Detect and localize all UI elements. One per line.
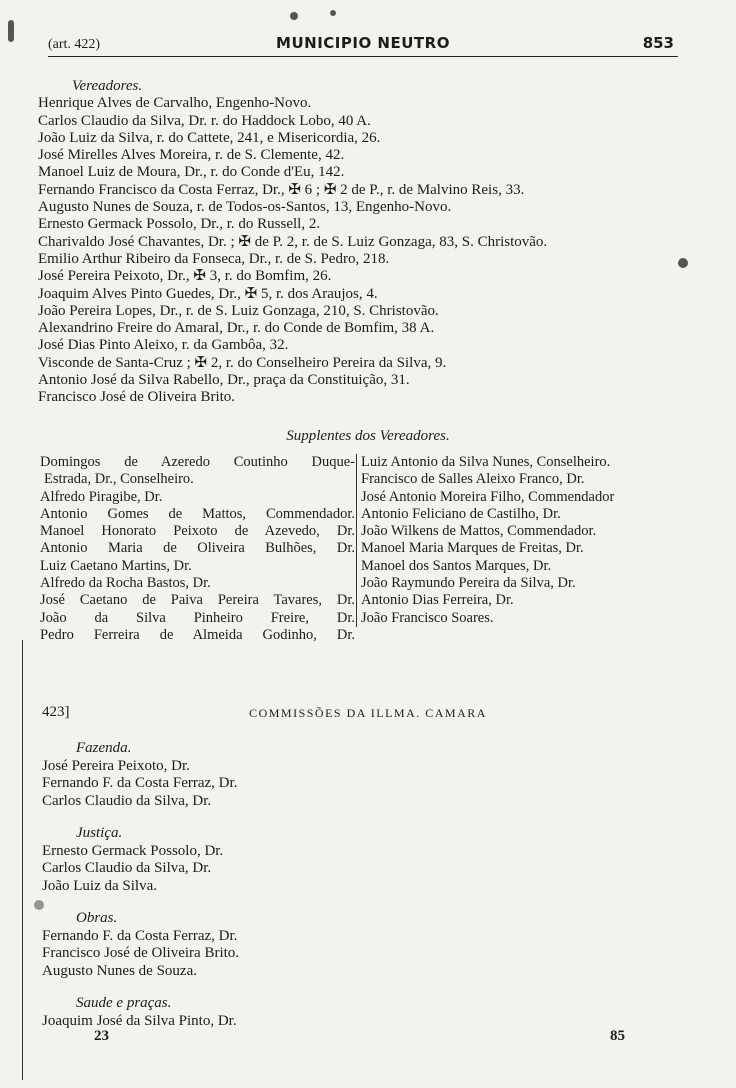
supplente-entry: João Wilkens de Mattos, Commendador. bbox=[361, 523, 597, 540]
commission-member: José Pereira Peixoto, Dr. bbox=[42, 757, 190, 774]
running-title: MUNICIPIO NEUTRO bbox=[276, 34, 450, 52]
commission-name: Obras. bbox=[76, 910, 118, 926]
folio-number: 85 bbox=[610, 1028, 625, 1044]
vereador-entry: Fernando Francisco da Costa Ferraz, Dr., ✠ 6 ; ✠ 2 de P., r. de Malvino Reis, 33. bbox=[38, 181, 525, 198]
supplente-entry: Luiz Caetano Martins, Dr. bbox=[40, 557, 192, 574]
supplente-entry: Antonio Feliciano de Castilho, Dr. bbox=[361, 505, 561, 522]
supplente-entry: Manoel dos Santos Marques, Dr. bbox=[361, 557, 552, 574]
margin-rule bbox=[22, 640, 23, 1080]
commission-member: Fernando F. da Costa Ferraz, Dr. bbox=[42, 927, 238, 944]
vereador-entry: Henrique Alves de Carvalho, Engenho-Novo. bbox=[38, 95, 312, 112]
supplente-entry: Antonio Dias Ferreira, Dr. bbox=[361, 592, 514, 609]
print-speck bbox=[678, 258, 688, 268]
vereadores-heading: Vereadores. bbox=[72, 78, 143, 94]
vereador-entry: José Dias Pinto Aleixo, r. da Gambôa, 32. bbox=[38, 337, 289, 354]
print-speck bbox=[290, 12, 298, 20]
page-header bbox=[48, 32, 678, 57]
print-speck bbox=[8, 20, 14, 42]
supplente-entry: Manoel Honorato Peixoto de Azevedo, Dr. bbox=[40, 523, 355, 540]
commission-member: Augusto Nunes de Souza. bbox=[42, 962, 197, 979]
commission-member: Carlos Claudio da Silva, Dr. bbox=[42, 860, 212, 876]
supplente-entry: Alfredo Piragibe, Dr. bbox=[40, 488, 163, 505]
supplente-entry: João Raymundo Pereira da Silva, Dr. bbox=[361, 575, 576, 592]
spacer bbox=[42, 980, 442, 995]
vereador-entry: Francisco José de Oliveira Brito. bbox=[38, 389, 236, 406]
supplente-entry: Luiz Antonio da Silva Nunes, Conselheiro. bbox=[361, 454, 611, 470]
commission-name: Justiça. bbox=[76, 825, 123, 841]
supplente-entry: Estrada, Dr., Conselheiro. bbox=[44, 471, 194, 488]
commission-member: Francisco José de Oliveira Brito. bbox=[42, 945, 240, 961]
vereador-entry: Charivaldo José Chavantes, Dr. ; ✠ de P. 2, r. de S. Luiz Gonzaga, 83, S. Christovão. bbox=[38, 233, 548, 250]
vereador-entry: Manoel Luiz de Moura, Dr., r. do Conde d'Eu, 142. bbox=[38, 164, 345, 181]
vereador-entry: Emilio Arthur Ribeiro da Fonseca, Dr., r. de S. Pedro, 218. bbox=[38, 250, 390, 267]
section-title: COMMISSÕES DA ILLMA. CAMARA bbox=[249, 706, 487, 720]
supplentes-heading: Supplentes dos Vereadores. bbox=[286, 428, 450, 444]
page-number: 853 bbox=[642, 34, 674, 52]
commission-member: Ernesto Germack Possolo, Dr. bbox=[42, 842, 224, 859]
section-number: 423] bbox=[42, 704, 70, 720]
commission-name: Saude e praças. bbox=[76, 995, 172, 1011]
supplente-entry: Antonio Gomes de Mattos, Commendador. bbox=[40, 505, 355, 522]
supplente-entry: Pedro Ferreira de Almeida Godinho, Dr. bbox=[40, 626, 355, 643]
vereador-entry: Ernesto Germack Possolo, Dr., r. do Russell, 2. bbox=[38, 216, 321, 233]
spacer bbox=[42, 895, 442, 910]
vereador-entry: Visconde de Santa-Cruz ; ✠ 2, r. do Conselheiro Pereira da Silva, 9. bbox=[38, 354, 447, 371]
spacer bbox=[42, 810, 442, 825]
vereador-entry: Carlos Claudio da Silva, Dr. r. do Haddock Lobo, 40 A. bbox=[38, 112, 371, 129]
article-reference: (art. 422) bbox=[48, 37, 101, 52]
commission-member: Fernando F. da Costa Ferraz, Dr. bbox=[42, 775, 238, 791]
commission-member: Joaquim José da Silva Pinto, Dr. bbox=[42, 1012, 237, 1029]
supplente-entry: Francisco de Salles Aleixo Franco, Dr. bbox=[361, 471, 585, 488]
signature-mark: 23 bbox=[94, 1028, 109, 1044]
print-speck bbox=[34, 900, 44, 910]
commission-member: Carlos Claudio da Silva, Dr. bbox=[42, 792, 212, 809]
supplente-entry: José Antonio Moreira Filho, Commendador bbox=[361, 488, 615, 505]
vereador-entry: Joaquim Alves Pinto Guedes, Dr., ✠ 5, r. dos Araujos, 4. bbox=[38, 285, 378, 302]
supplente-entry: José Caetano de Paiva Pereira Tavares, Dr. bbox=[40, 592, 355, 609]
supplente-entry: Domingos de Azeredo Coutinho Duque- bbox=[40, 454, 355, 470]
supplente-entry: Manoel Maria Marques de Freitas, Dr. bbox=[361, 540, 584, 557]
commission-member: João Luiz da Silva. bbox=[42, 877, 157, 894]
supplente-entry: João Francisco Soares. bbox=[361, 609, 494, 626]
supplente-entry: João da Silva Pinheiro Freire, Dr. bbox=[40, 609, 355, 626]
vereador-entry: Augusto Nunes de Souza, r. de Todos-os-Santos, 13, Engenho-Novo. bbox=[38, 199, 452, 216]
commission-name: Fazenda. bbox=[76, 740, 132, 756]
vereador-entry: José Pereira Peixoto, Dr., ✠ 3, r. do Bomfim, 26. bbox=[38, 268, 332, 285]
print-speck bbox=[330, 10, 336, 16]
supplente-entry: Antonio Maria de Oliveira Bulhões, Dr. bbox=[40, 540, 355, 557]
supplentes-left-column bbox=[40, 454, 355, 644]
vereadores-list bbox=[38, 78, 688, 407]
vereador-entry: João Luiz da Silva, r. do Cattete, 241, e Misericordia, 26. bbox=[38, 129, 381, 146]
vereador-entry: João Pereira Lopes, Dr., r. de S. Luiz Gonzaga, 210, S. Christovão. bbox=[38, 302, 439, 319]
vereador-entry: Antonio José da Silva Rabello, Dr., praça da Constituição, 31. bbox=[38, 372, 410, 389]
section-header bbox=[0, 704, 736, 724]
supplente-entry: Alfredo da Rocha Bastos, Dr. bbox=[40, 575, 211, 592]
vereador-entry: José Mirelles Alves Moreira, r. de S. Clemente, 42. bbox=[38, 147, 345, 164]
commissions-list bbox=[42, 740, 442, 1030]
supplentes-right-column bbox=[356, 454, 678, 627]
vereador-entry: Alexandrino Freire do Amaral, Dr., r. do Conde de Bomfim, 38 A. bbox=[38, 320, 435, 337]
